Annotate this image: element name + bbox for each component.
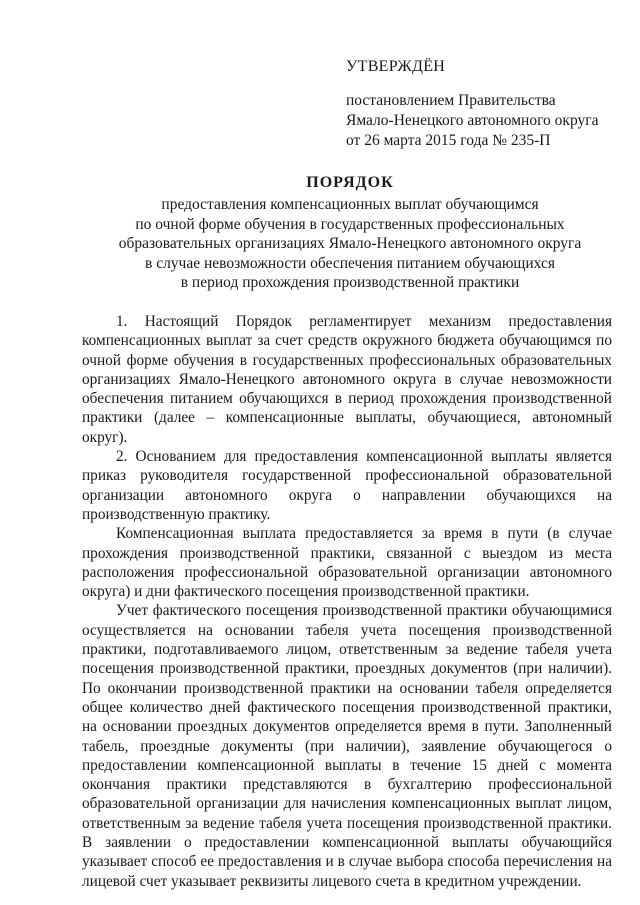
- subtitle-line: в период прохождения производственной практики: [180, 274, 520, 292]
- approval-line: Ямало-Ненецкого автономного округа: [346, 112, 599, 129]
- subtitle-line: предоставления компенсационных выплат обучающимся: [161, 196, 539, 213]
- paragraph-2: 2. Основанием для предоставления компенсационной выплаты является приказ руководителя государственной профессиональной образовательной организации автономного округа о направлении обучающихся на производственную практику.: [82, 448, 612, 523]
- approved-heading: УТВЕРЖДЁН: [346, 58, 446, 75]
- approval-line: постановлением Правительства: [346, 92, 556, 109]
- paragraph-4: Учет фактического посещения производственной практики обучающимися осуществляется на основании табеля учета посещения производственной практики, подготавливаемого лицом, ответственным за ведение табеля учета посещения производственной практики, проездных документов (при наличии). По окончании производственной практики на основании табеля определяется общее количество дней фактического посещения производственной практики, на основании проездных документов определяется время в пути. Заполненный табель, проездные документы (при наличии), заявление обучающегося о предоставлении компенсационной выплаты в течение 15 дней с момента окончания практики представляются в бухгалтерию профессиональной образовательной организации для начисления компенсационных выплат лицом, ответственным за ведение табеля учета посещения производственной практики. В заявлении о предоставлении компенсационной выплаты обучающийся указывает способ ее предоставления и в случае выбора способа перечисления на лицевой счет указывает реквизиты лицевого счета в кредитном учреждении.: [82, 602, 612, 890]
- paragraph-1: 1. Настоящий Порядок регламентирует механизм предоставления компенсационных выплат за счет средств окружного бюджета обучающимся по очной форме обучения в государственных профессиональных образовательных организациях Ямало-Ненецкого автономного округа в случае невозможности обеспечения питанием обучающихся в период прохождения производственной практики (далее – компенсационные выплаты, обучающиеся, автономный округ).: [82, 313, 612, 446]
- subtitle-line: в случае невозможности обеспечения питанием обучающихся: [145, 254, 555, 272]
- approval-stamp: [346, 57, 616, 151]
- document-title: ПОРЯДОК: [306, 174, 394, 191]
- subtitle-line: по очной форме обучения в государственных профессиональных: [135, 215, 565, 233]
- approval-line: от 26 марта 2015 года № 235-П: [346, 132, 551, 149]
- paragraph-3: Компенсационная выплата предоставляется за время в пути (в случае прохождения производственной практики, связанной с выездом из места расположения профессиональной образовательной организации автономного округа) и дни фактического посещения производственной практики.: [82, 525, 612, 601]
- subtitle-line: образовательных организациях Ямало-Ненецкого автономного округа: [118, 235, 582, 253]
- document-title-block: [60, 173, 640, 293]
- document-body: [82, 312, 612, 891]
